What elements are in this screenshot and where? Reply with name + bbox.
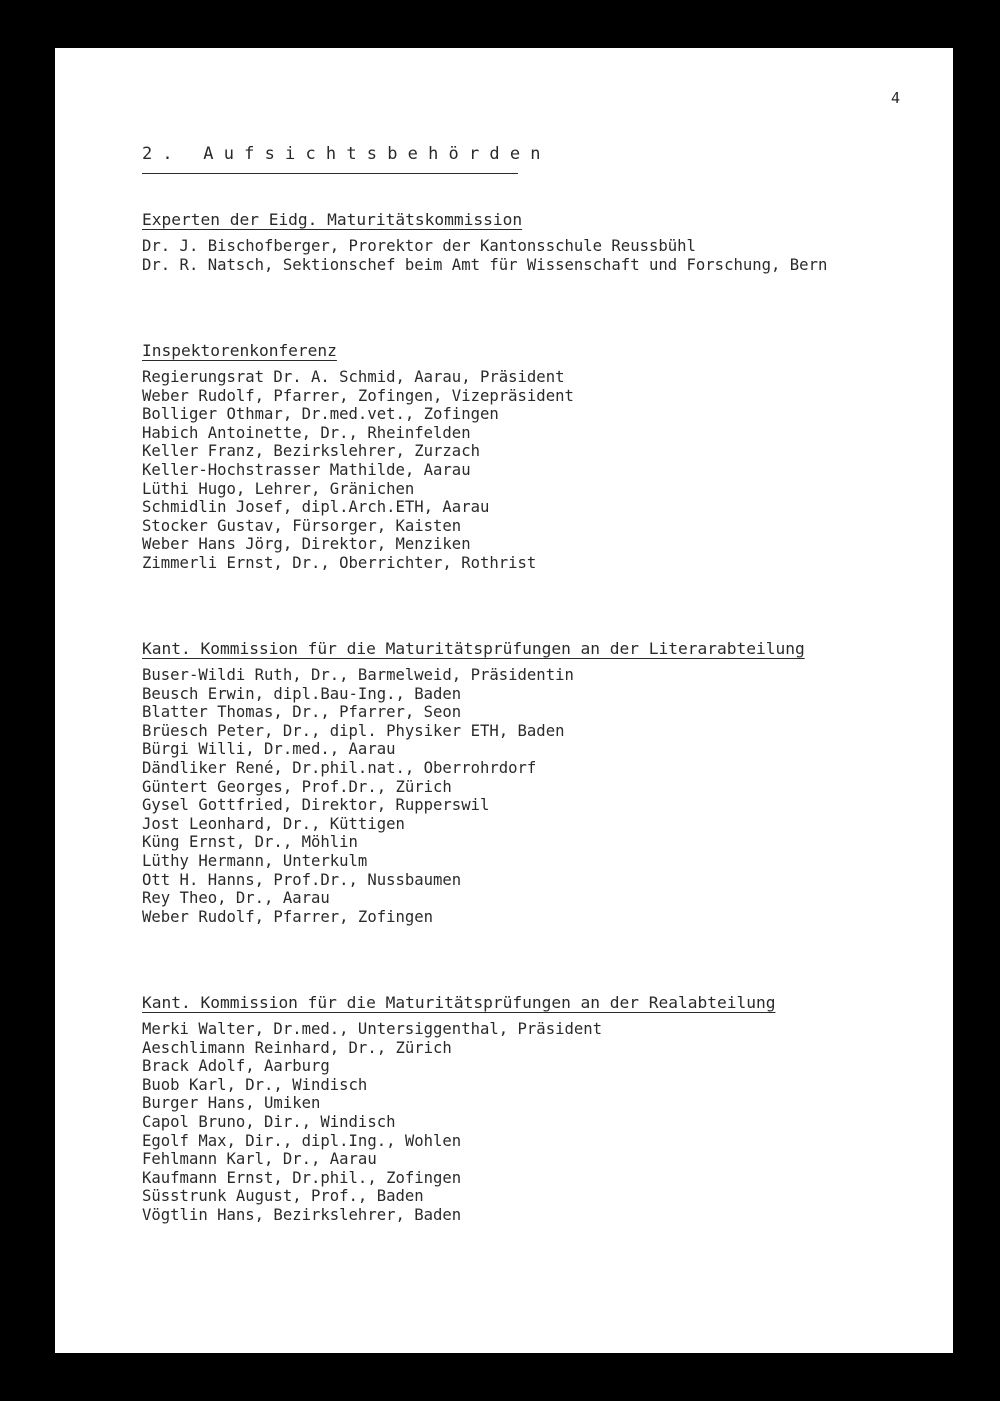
list-item: Buser-Wildi Ruth, Dr., Barmelweid, Präsidentin — [142, 666, 574, 684]
list-item: Blatter Thomas, Dr., Pfarrer, Seon — [142, 703, 462, 722]
list-item: Schmidlin Josef, dipl.Arch.ETH, Aarau — [142, 498, 490, 517]
section-heading: Kant. Kommission für die Maturitätsprüfungen an der Literarabteilung — [142, 639, 805, 658]
main-title: 2. Aufsichtsbehörden — [142, 144, 551, 164]
list-item: Dändliker René, Dr.phil.nat., Oberrohrdorf — [142, 758, 537, 777]
list-item: Ott H. Hanns, Prof.Dr., Nussbaumen — [142, 870, 462, 889]
list-item: Capol Bruno, Dir., Windisch — [142, 1112, 396, 1131]
section-experts — [142, 210, 827, 274]
main-title-underline — [142, 173, 518, 174]
list-item: Habich Antoinette, Dr., Rheinfelden — [142, 423, 471, 442]
list-item: Weber Hans Jörg, Direktor, Menziken — [142, 535, 471, 554]
list-item: Bürgi Willi, Dr.med., Aarau — [142, 740, 396, 759]
list-item: Merki Walter, Dr.med., Untersiggenthal, Präsident — [142, 1020, 603, 1038]
list-item: Egolf Max, Dir., dipl.Ing., Wohlen — [142, 1131, 462, 1150]
section-heading: Experten der Eidg. Maturitätskommission — [142, 210, 523, 229]
list-item: Küng Ernst, Dr., Möhlin — [142, 833, 358, 852]
list-item: Güntert Georges, Prof.Dr., Zürich — [142, 777, 452, 796]
list-item: Lüthy Hermann, Unterkulm — [142, 851, 368, 870]
list-item: Zimmerli Ernst, Dr., Oberrichter, Rothrist — [142, 553, 537, 572]
section-realabteilung — [142, 993, 775, 1225]
entry-list — [142, 666, 805, 926]
list-item: Jost Leonhard, Dr., Küttigen — [142, 814, 405, 833]
document-page — [55, 48, 953, 1353]
list-item: Buob Karl, Dr., Windisch — [142, 1075, 368, 1094]
list-item: Kaufmann Ernst, Dr.phil., Zofingen — [142, 1168, 462, 1187]
section-heading: Inspektorenkonferenz — [142, 341, 337, 360]
list-item: Beusch Erwin, dipl.Bau-Ing., Baden — [142, 684, 462, 703]
entry-list — [142, 1020, 775, 1225]
list-item: Vögtlin Hans, Bezirkslehrer, Baden — [142, 1205, 462, 1224]
section-heading: Kant. Kommission für die Maturitätsprüfungen an der Realabteilung — [142, 993, 776, 1012]
list-item: Weber Rudolf, Pfarrer, Zofingen, Vizepräsident — [142, 386, 574, 405]
list-item: Stocker Gustav, Fürsorger, Kaisten — [142, 516, 462, 535]
list-item: Brüesch Peter, Dr., dipl. Physiker ETH, Baden — [142, 721, 565, 740]
list-item: Keller Franz, Bezirkslehrer, Zurzach — [142, 442, 480, 461]
list-item: Rey Theo, Dr., Aarau — [142, 889, 330, 908]
list-item: Aeschlimann Reinhard, Dr., Zürich — [142, 1038, 452, 1057]
entry-list — [142, 368, 574, 573]
list-item: Süsstrunk August, Prof., Baden — [142, 1187, 424, 1206]
list-item: Fehlmann Karl, Dr., Aarau — [142, 1150, 377, 1169]
list-item: Bolliger Othmar, Dr.med.vet., Zofingen — [142, 405, 499, 424]
list-item: Weber Rudolf, Pfarrer, Zofingen — [142, 907, 434, 926]
list-item: Gysel Gottfried, Direktor, Rupperswil — [142, 796, 490, 815]
list-item: Dr. R. Natsch, Sektionschef beim Amt für Wissenschaft und Forschung, Bern — [142, 255, 828, 274]
section-literarabteilung — [142, 639, 805, 926]
list-item: Dr. J. Bischofberger, Prorektor der Kantonsschule Reussbühl — [142, 237, 696, 255]
section-inspektorenkonferenz — [142, 341, 574, 573]
list-item: Regierungsrat Dr. A. Schmid, Aarau, Präsident — [142, 368, 565, 386]
list-item: Burger Hans, Umiken — [142, 1094, 321, 1113]
page-number: 4 — [891, 89, 901, 107]
list-item: Keller-Hochstrasser Mathilde, Aarau — [142, 460, 471, 479]
list-item: Brack Adolf, Aarburg — [142, 1057, 330, 1076]
entry-list — [142, 237, 827, 274]
list-item: Lüthi Hugo, Lehrer, Gränichen — [142, 479, 415, 498]
